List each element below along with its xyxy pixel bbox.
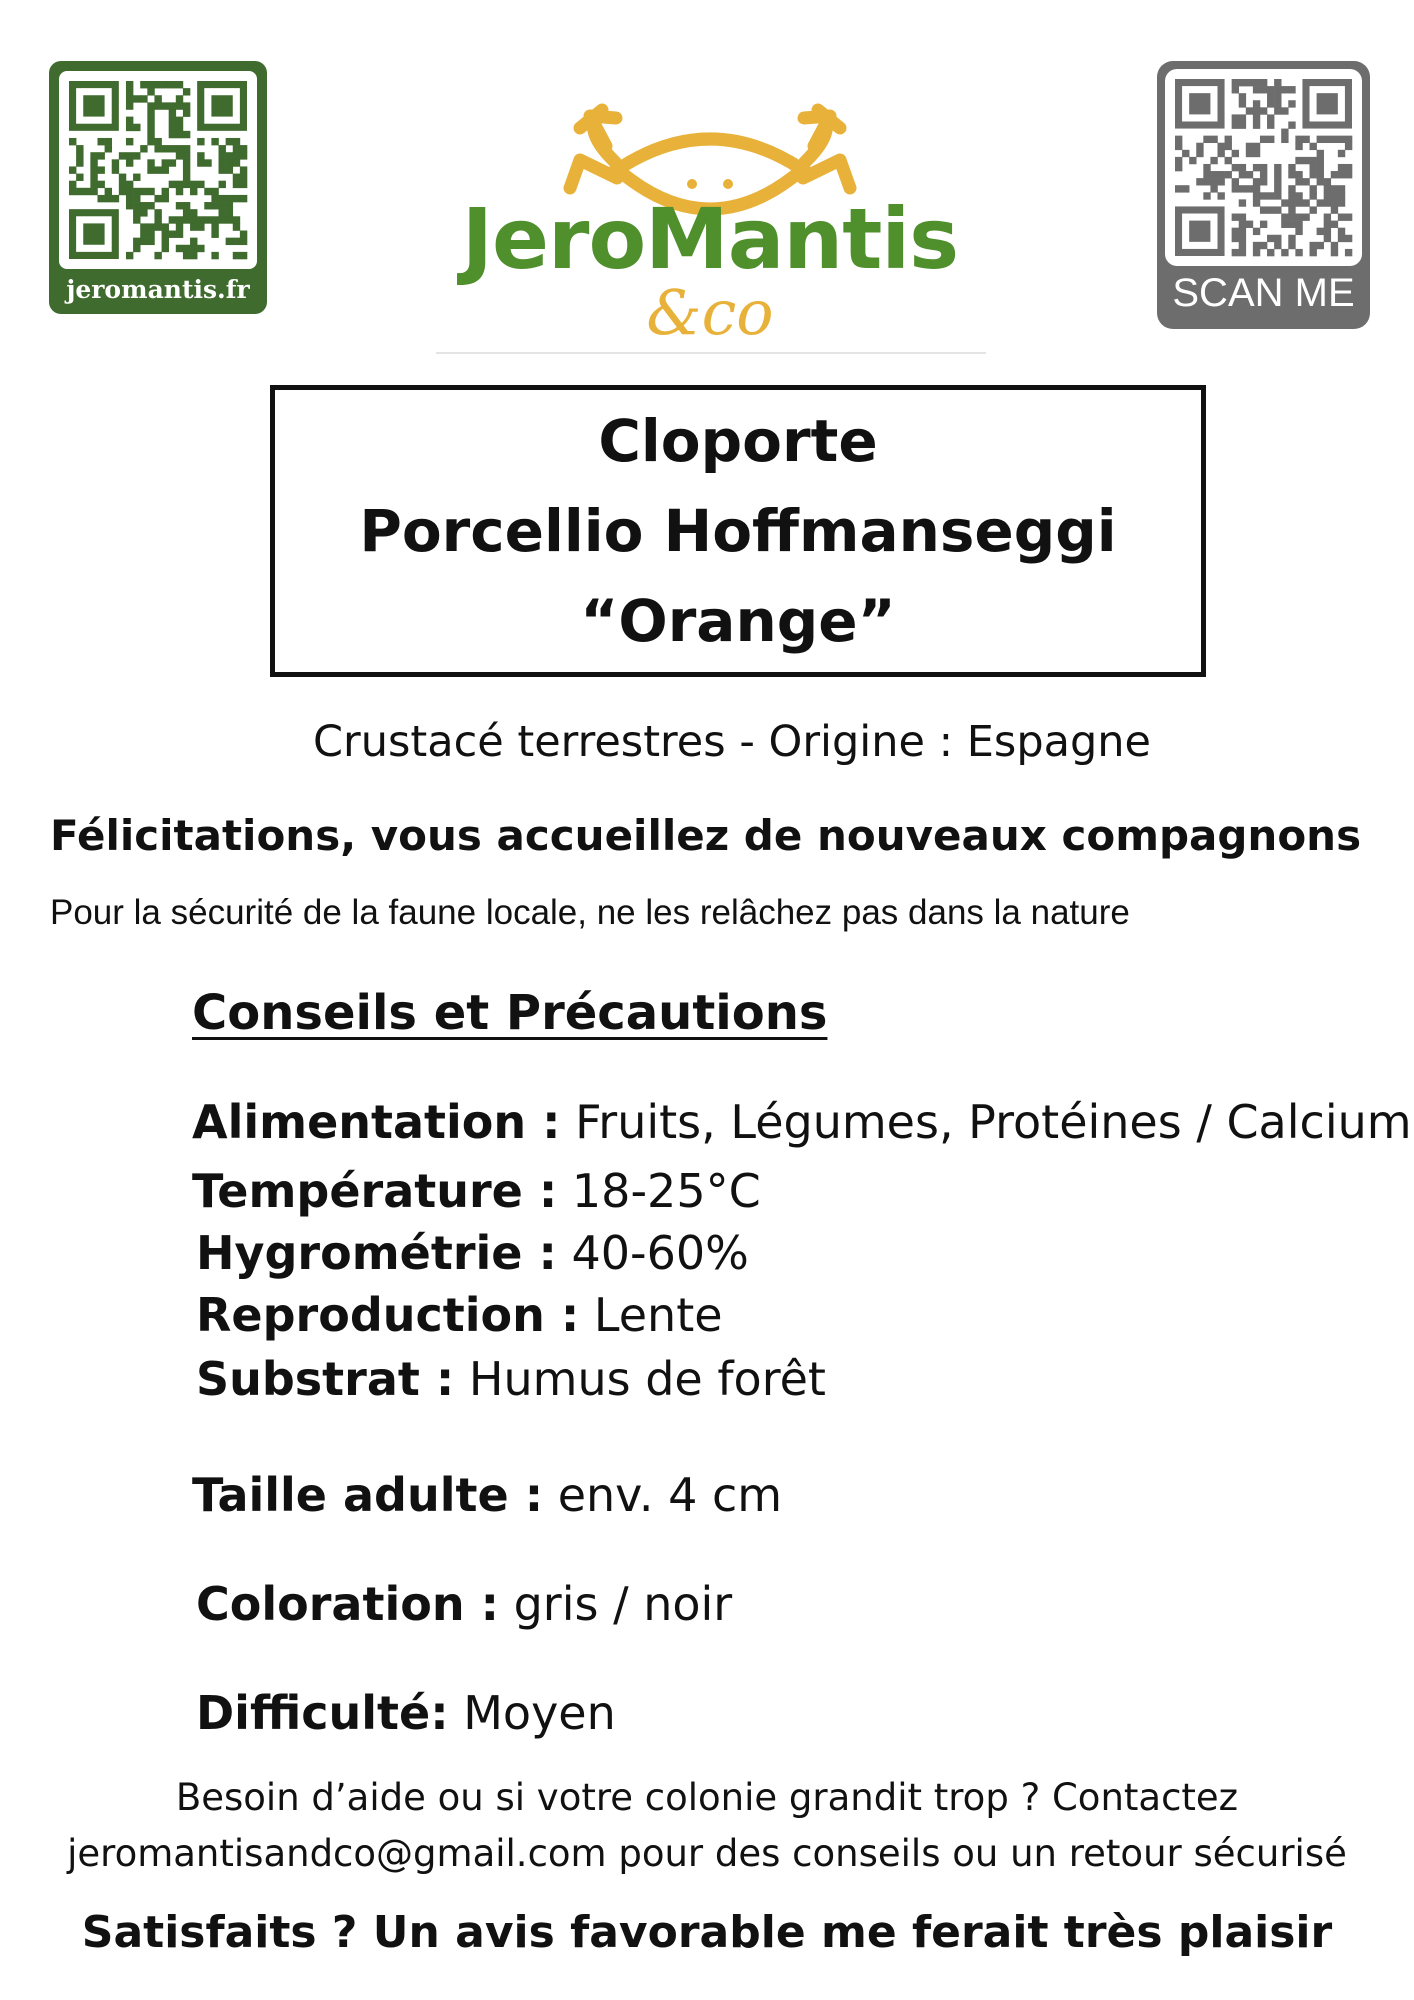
info-label: Reproduction :: [196, 1288, 580, 1342]
advice-heading: Conseils et Précautions: [192, 985, 828, 1041]
info-value: Fruits, Légumes, Protéines / Calcium: [560, 1095, 1412, 1149]
info-row-alimentation: [192, 1095, 1412, 1149]
brand-name: JeroMantis: [461, 190, 959, 288]
variety-name: “Orange”: [580, 587, 896, 655]
info-row-temperature: [192, 1164, 761, 1218]
info-label: Difficulté:: [196, 1686, 449, 1740]
info-value: 40-60%: [556, 1226, 749, 1280]
qr-code-icon: [1165, 69, 1362, 266]
info-label: Substrat :: [196, 1352, 455, 1406]
info-value: Lente: [579, 1288, 723, 1342]
website-caption[interactable]: jeromantis.fr: [66, 275, 250, 304]
closing-message: Satisfaits ? Un avis favorable me ferait très plaisir: [81, 1907, 1333, 1958]
qr-code-area: [59, 71, 257, 269]
species-subtitle: Crustacé terrestres - Origine : Espagne: [313, 717, 1151, 767]
info-value: gris / noir: [498, 1577, 733, 1631]
qr-code-scan[interactable]: [1157, 61, 1370, 329]
info-row-taille: [192, 1468, 782, 1522]
info-row-coloration: [196, 1577, 732, 1631]
info-row-difficulte: [196, 1686, 616, 1740]
qr-code-website[interactable]: [49, 61, 267, 314]
scan-me-caption: SCAN ME: [1172, 271, 1355, 315]
info-label: Coloration :: [196, 1577, 499, 1631]
help-line-2: jeromantisandco@gmail.com pour des conseils ou un retour sécurisé: [67, 1832, 1347, 1875]
info-row-substrat: [196, 1352, 826, 1406]
qr-code-area: [1165, 69, 1362, 266]
info-value: 18-25°C: [557, 1164, 761, 1218]
info-label: Température :: [192, 1164, 558, 1218]
common-name: Cloporte: [598, 407, 878, 475]
species-name: Porcellio Hoffmanseggi: [359, 497, 1117, 565]
congrats-text: Félicitations, vous accueillez de nouveaux compagnons: [50, 811, 1362, 860]
info-label: Taille adulte :: [192, 1468, 544, 1522]
logo-divider: [436, 352, 986, 354]
title-box: [270, 385, 1206, 677]
help-line-1: Besoin d’aide ou si votre colonie grandit trop ? Contactez: [175, 1776, 1239, 1819]
info-value: Humus de forêt: [454, 1352, 826, 1406]
brand-logo: [430, 50, 990, 360]
info-value: Moyen: [448, 1686, 616, 1740]
info-value: env. 4 cm: [543, 1468, 783, 1522]
info-label: Alimentation :: [192, 1095, 561, 1149]
qr-code-icon: [59, 71, 257, 269]
info-label: Hygrométrie :: [196, 1226, 557, 1280]
release-notice: Pour la sécurité de la faune locale, ne les relâchez pas dans la nature: [50, 893, 1130, 932]
info-row-hygrometrie: [196, 1226, 749, 1280]
info-row-reproduction: [196, 1288, 723, 1342]
brand-suffix: &co: [646, 276, 774, 349]
